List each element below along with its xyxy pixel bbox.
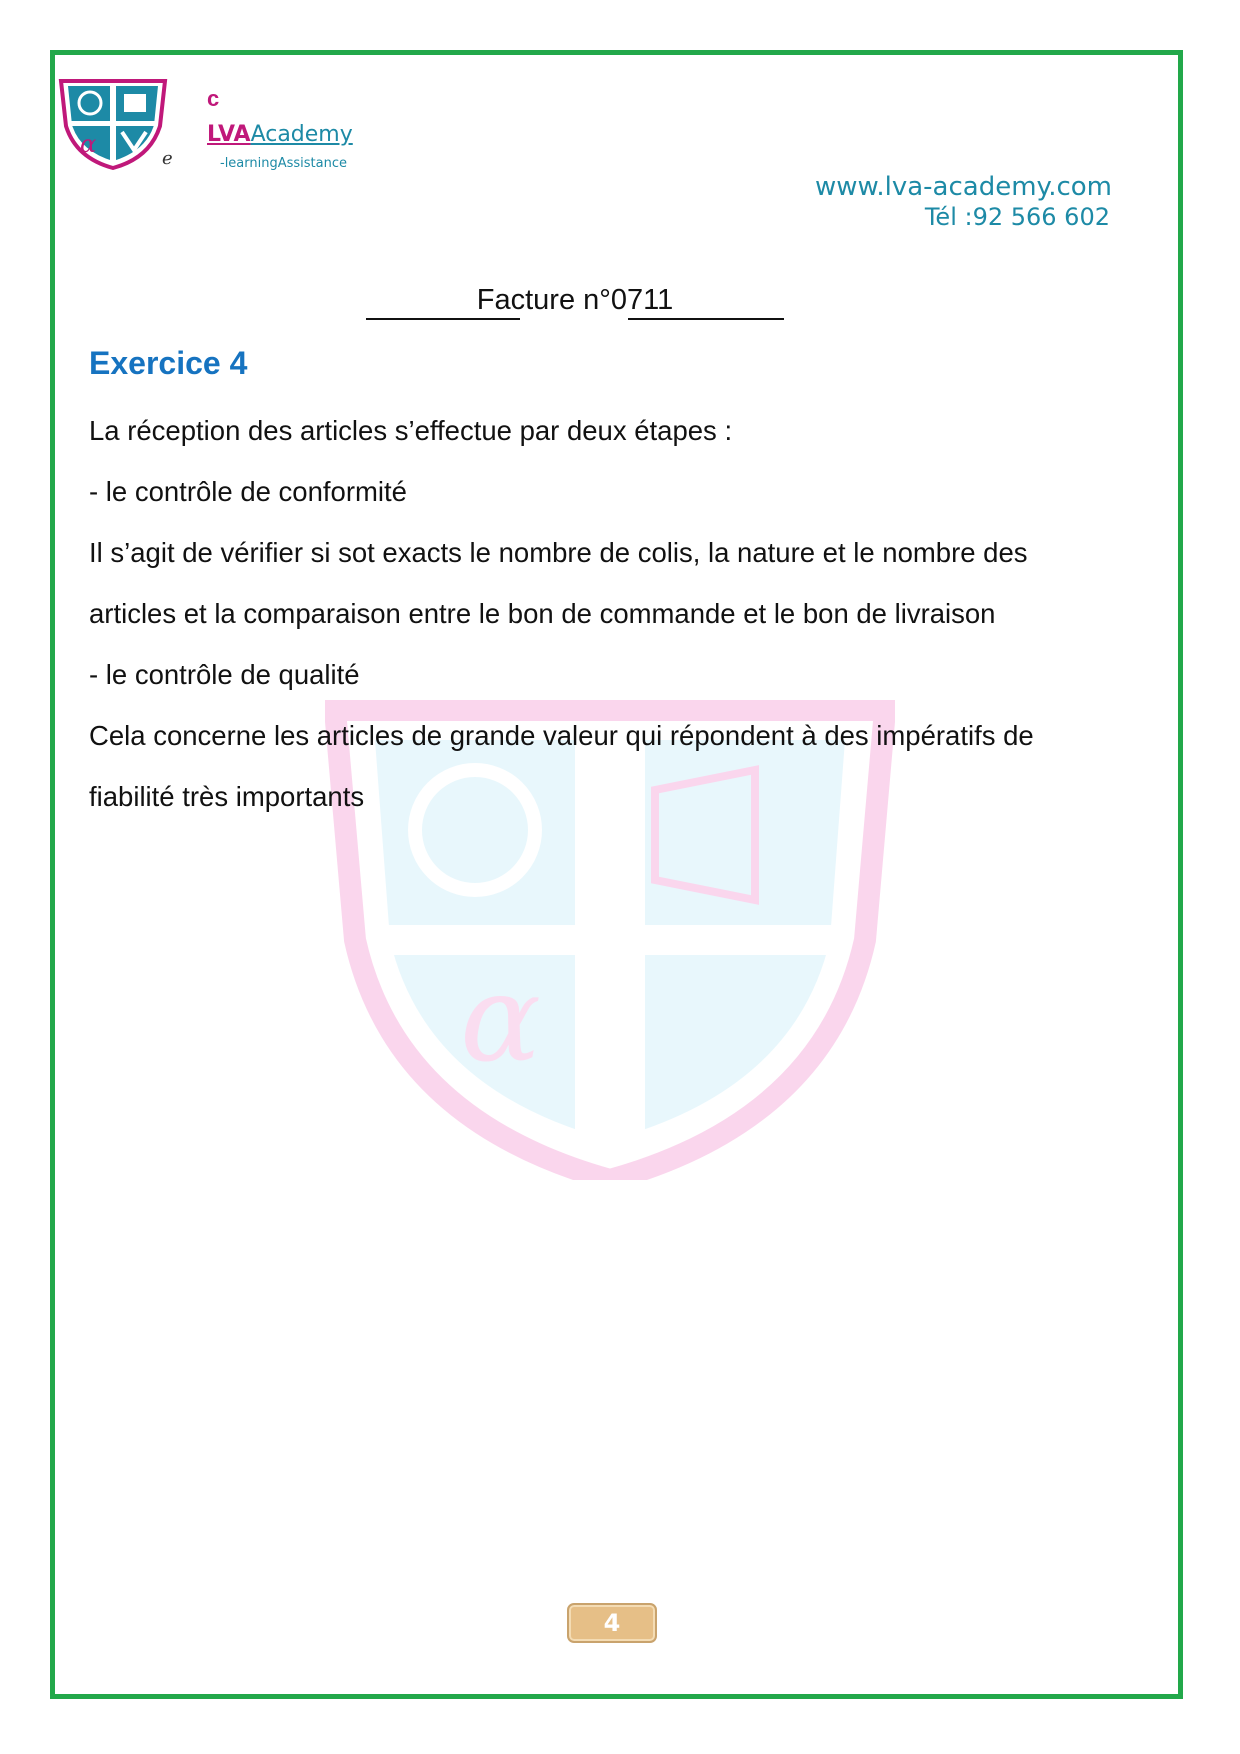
- website-link[interactable]: www.lva-academy.com: [814, 172, 1112, 202]
- brand-name: [207, 122, 353, 147]
- paragraph-line: articles et la comparaison entre le bon de commande et le bon de livraison: [89, 598, 996, 629]
- brand-lva: LVA: [207, 122, 251, 147]
- svg-text:α: α: [80, 130, 97, 158]
- lva-academy-logo: [58, 78, 168, 170]
- exercise-heading: Exercice 4: [89, 345, 248, 381]
- watermark-shield-icon: [325, 700, 895, 1180]
- brand-c-letter: c: [207, 86, 220, 111]
- paragraph-line: Cela concerne les articles de grande valeur qui répondent à des impératifs de: [89, 720, 1034, 751]
- paragraph-line: - le contrôle de qualité: [89, 659, 360, 690]
- phone-number: Tél :92 566 602: [924, 203, 1110, 231]
- brand-e-letter: e: [162, 148, 173, 169]
- title-underline-right: [628, 318, 784, 320]
- brand-academy: Academy: [250, 122, 353, 147]
- brand-tagline: -learningAssistance: [220, 156, 347, 171]
- paragraph-line: Il s’agit de vérifier si sot exacts le nombre de colis, la nature et le nombre des: [89, 537, 1028, 568]
- title-underline-left: [366, 318, 520, 320]
- paragraph-line: fiabilité très importants: [89, 781, 365, 812]
- paragraph-line: - le contrôle de conformité: [89, 476, 407, 507]
- paragraph-line: La réception des articles s’effectue par deux étapes :: [89, 415, 733, 446]
- page-number-badge: 4: [567, 1603, 657, 1643]
- svg-text:α: α: [460, 950, 542, 1089]
- document-title: Facture n°0711: [476, 284, 674, 316]
